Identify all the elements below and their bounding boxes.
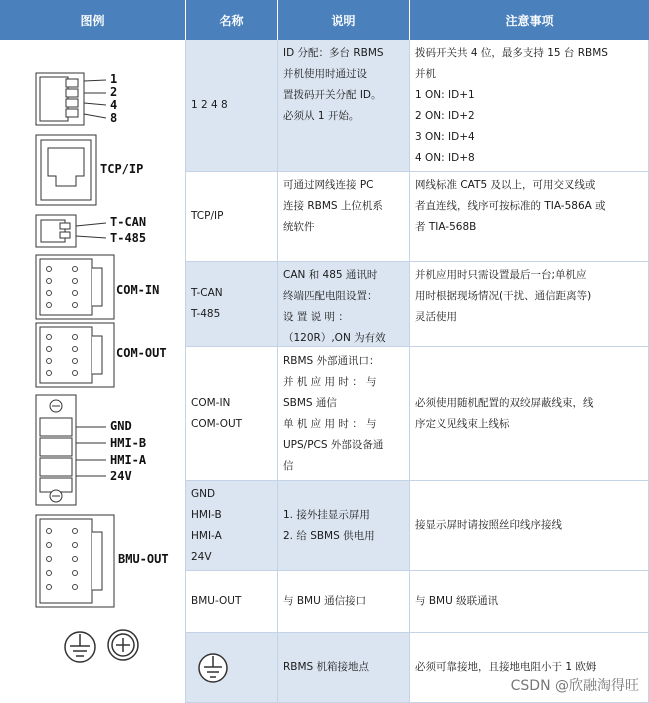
rj45-port-icon xyxy=(36,135,96,205)
row-1-desc-line: ID 分配：多台 RBMS xyxy=(283,47,384,59)
row-2-note-line: 网线标准 CAT5 及以上，可用交叉线或 xyxy=(415,179,596,191)
row-1-note-cell xyxy=(410,40,649,172)
tcpip-label: TCP/IP xyxy=(100,162,144,176)
row-3-desc-line: 终端匹配电阻设置： xyxy=(283,290,378,302)
row-2-note-line: 者 TIA-568B xyxy=(415,221,477,233)
row-5-note-cell xyxy=(410,481,649,571)
row-1-note-line: 3 ON: ID+4 xyxy=(415,131,475,143)
row-5-desc-line: 1. 接外挂显示屏用 xyxy=(283,508,370,521)
header-notes: 注意事项 xyxy=(410,0,649,40)
row-3-desc-line: CAN 和 485 通讯时 xyxy=(283,269,378,281)
row-3-desc-cell xyxy=(278,262,410,347)
row-5-name-cell xyxy=(186,481,278,571)
row-2-name-cell xyxy=(186,172,278,262)
legend-drawings xyxy=(0,40,186,703)
row-2-note-cell xyxy=(410,172,649,262)
hmib-label: HMI-B xyxy=(110,436,147,450)
row-7-desc-line: RBMS 机箱接地点 xyxy=(283,661,370,673)
row-1-note-line: 4 ON: ID+8 xyxy=(415,152,475,164)
comin-label: COM-IN xyxy=(116,283,160,297)
row-6-note-cell xyxy=(410,571,649,633)
tcan-label: T-CAN xyxy=(110,215,147,229)
header-desc: 说明 xyxy=(278,0,410,40)
row-1-name-cell xyxy=(186,40,278,172)
dip-switch-icon xyxy=(36,73,106,125)
row-3-desc-line: 设 置 说 明 ： xyxy=(283,311,349,323)
row-4-desc-line: 并 机 应 用 时 ： 与 xyxy=(283,375,377,388)
row-3-name-line: T-CAN xyxy=(191,287,223,299)
row-2-desc-cell xyxy=(278,172,410,262)
row-4-name-cell xyxy=(186,347,278,481)
row-5-name-line: 24V xyxy=(191,550,212,563)
row-7-note-line: 必须可靠接地，且接地电阻小于 1 欧姆 xyxy=(415,661,597,673)
row-6-name-cell xyxy=(186,571,278,633)
row-2-desc-line: 连接 RBMS 上位机系 xyxy=(283,200,383,212)
bmuout-label: BMU-OUT xyxy=(118,552,169,566)
row-7-name-cell xyxy=(186,633,278,703)
row-3-note-line: 用时根据现场情况(干扰、通信距离等) xyxy=(415,290,592,302)
row-5-note-line: 接显示屏时请按照丝印线序接线 xyxy=(415,519,562,531)
row-4-note-line: 序定义见线束上线标 xyxy=(415,417,510,430)
row-4-desc-cell xyxy=(278,347,410,481)
row-2-name-line: TCP/IP xyxy=(191,210,224,222)
row-4-desc-line: 信 xyxy=(283,459,294,472)
dip-label-1: 1 xyxy=(110,72,118,86)
row-1-desc-cell xyxy=(278,40,410,172)
tcan-switch-icon xyxy=(36,215,106,247)
gnd-label: GND xyxy=(110,419,132,433)
com-out-connector-icon xyxy=(36,323,114,387)
row-2-note-line: 者直连线，线序可按标准的 TIA-586A 或 xyxy=(415,200,606,212)
row-2-desc-line: 统软件 xyxy=(283,221,315,233)
24v-label: 24V xyxy=(110,469,132,483)
row-2-desc-line: 可通过网线连接 PC xyxy=(283,179,374,191)
comout-label: COM-OUT xyxy=(116,346,167,360)
row-6-name-line: BMU-OUT xyxy=(191,595,242,607)
row-4-name-line: COM-IN xyxy=(191,396,231,409)
row-1-desc-line: 置拨码开关分配 ID。 xyxy=(283,89,382,101)
row-3-desc-line: （120R）,ON 为有效 xyxy=(283,332,386,344)
row-3-name-line: T-485 xyxy=(191,308,221,320)
screw-terminal-icon xyxy=(108,630,138,660)
row-4-name-line: COM-OUT xyxy=(191,417,243,430)
row-5-name-line: HMI-A xyxy=(191,529,222,542)
row-5-name-line: HMI-B xyxy=(191,508,222,521)
hmia-label: HMI-A xyxy=(110,453,147,467)
row-7-desc-cell xyxy=(278,633,410,703)
watermark: CSDN @欣融淘得旺 xyxy=(510,678,639,694)
dip-label-2: 2 xyxy=(110,85,118,99)
row-4-desc-line: UPS/PCS 外部设备通 xyxy=(283,438,384,451)
row-6-desc-cell xyxy=(278,571,410,633)
row-1-desc-line: 必须从 1 开始。 xyxy=(283,110,360,122)
row-4-desc-line: RBMS 外部通讯口： xyxy=(283,354,380,367)
header-name: 名称 xyxy=(186,0,278,40)
row-1-note-line: 并机 xyxy=(415,68,436,80)
ground-icon xyxy=(191,646,235,690)
row-3-note-cell xyxy=(410,262,649,347)
row-6-desc-line: 与 BMU 通信接口 xyxy=(283,595,367,607)
row-1-note-line: 2 ON: ID+2 xyxy=(415,110,475,122)
row-4-desc-line: 单 机 应 用 时 ： 与 xyxy=(283,417,377,430)
com-in-connector-icon xyxy=(36,255,114,319)
row-1-note-line: 1 ON: ID+1 xyxy=(415,89,475,101)
row-4-note-cell xyxy=(410,347,649,481)
row-1-desc-line: 并机使用时通过设 xyxy=(283,68,367,80)
header-legend: 图例 xyxy=(0,0,186,40)
row-1-note-line: 拨码开关共 4 位，最多支持 15 台 RBMS xyxy=(415,47,608,59)
ground-symbol-icon xyxy=(65,632,95,662)
row-5-desc-cell xyxy=(278,481,410,571)
row-4-desc-line: SBMS 通信 xyxy=(283,396,337,409)
row-5-desc-line: 2. 给 SBMS 供电用 xyxy=(283,529,375,542)
dip-label-4: 4 xyxy=(110,98,118,112)
row-3-name-cell xyxy=(186,262,278,347)
row-4-note-line: 必须使用随机配置的双绞屏蔽线束，线 xyxy=(415,396,594,409)
row-3-note-line: 并机应用时只需设置最后一台;单机应 xyxy=(415,269,587,281)
row-6-note-line: 与 BMU 级联通讯 xyxy=(415,595,499,607)
hmi-terminal-icon xyxy=(36,395,106,505)
row-3-note-line: 灵活使用 xyxy=(415,311,457,323)
t485-label: T-485 xyxy=(110,231,147,245)
dip-label-8: 8 xyxy=(110,111,118,125)
row-5-name-line: GND xyxy=(191,487,216,500)
legend-column xyxy=(0,40,186,703)
row-1-name-line: 1 2 4 8 xyxy=(191,99,228,111)
